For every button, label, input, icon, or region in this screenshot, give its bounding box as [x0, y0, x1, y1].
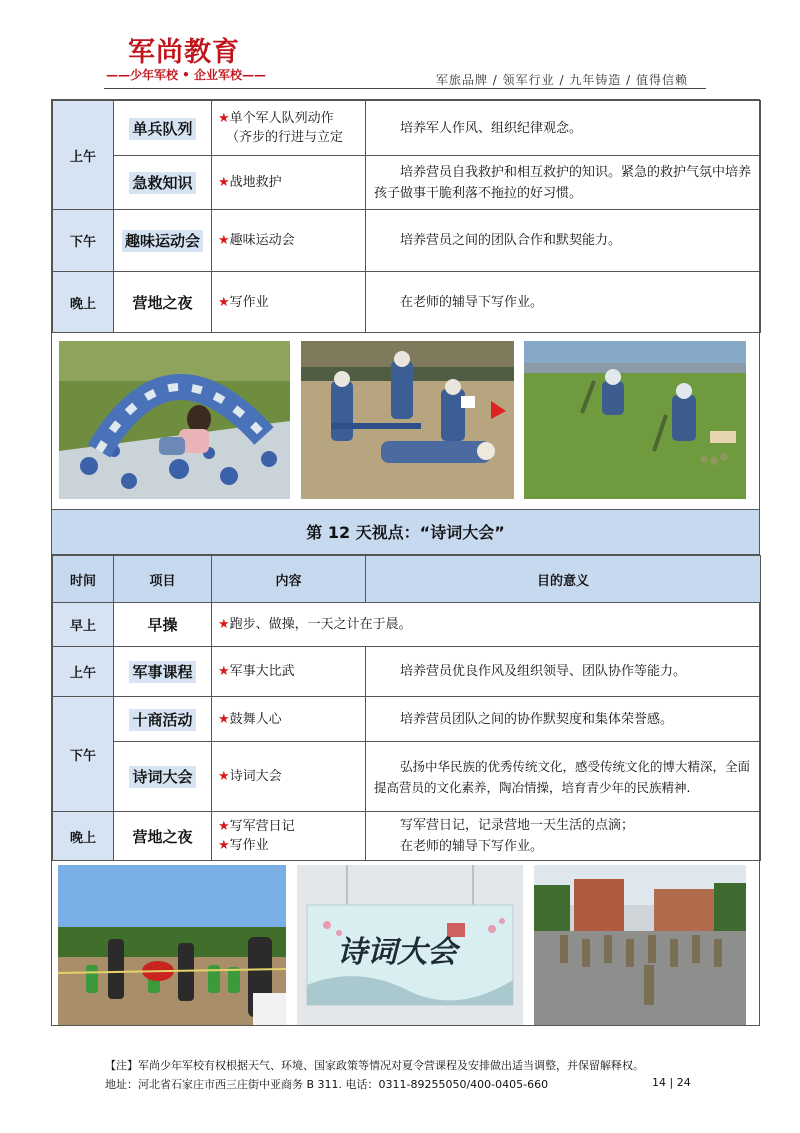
item-cell [114, 697, 212, 742]
purpose-cell [366, 101, 761, 156]
day12-title: 第 12 天视点：“诗词大会” [52, 509, 759, 555]
item-cell [114, 210, 212, 272]
purpose-cell [366, 697, 761, 742]
footer-address: 地址：河北省石家庄市西三庄街中亚商务 B 311. 电话：0311-89255050/400-0405-660 [105, 1078, 549, 1091]
schedule-table-day12 [52, 555, 761, 861]
poster-title: 诗词大会 [337, 935, 457, 970]
column-header: 目的意义 [366, 556, 761, 603]
purpose-text: 在老师的辅导下写作业。 [400, 294, 544, 310]
purpose-cell [366, 812, 761, 861]
content-line: 诗词大会 [229, 769, 282, 784]
table-row [53, 647, 761, 697]
purpose-text: 培养营员之间的团队合作和默契能力。 [400, 233, 622, 248]
item-label: 急救知识 [129, 172, 195, 194]
purpose-text: 弘扬中华民族的优秀传统文化，感受传统文化的博大精深，全面提高营员的文化素养，陶冶情操，培育青少年的民族精神. [374, 758, 751, 795]
content-line: 单个军人队列动作 [229, 111, 334, 126]
content-line: 战地救护 [229, 175, 282, 190]
item-label: 营地之夜 [132, 827, 193, 846]
table-row [53, 812, 761, 861]
item-cell [114, 272, 212, 333]
table-row [53, 272, 761, 333]
time-cell: 上午 [53, 101, 114, 210]
purpose-cell [366, 156, 761, 210]
item-cell [114, 603, 212, 647]
item-cell [114, 742, 212, 812]
item-cell [114, 101, 212, 156]
header-divider [104, 88, 706, 89]
content-cell: ★跑步、做操，一天之计在于晨。 [212, 603, 761, 647]
content-line: 跑步、做操，一天之计在于晨。 [229, 617, 412, 632]
purpose-cell [366, 272, 761, 333]
content-line: 鼓舞人心 [229, 711, 282, 727]
content-cell: ★战地救护 [212, 156, 366, 210]
photo-strip-2 [52, 861, 759, 1029]
purpose-cell [366, 742, 761, 812]
time-cell: 下午 [53, 697, 114, 812]
purpose-cell [366, 647, 761, 697]
purpose-text: 写军营日记，记录营地一天生活的点滴； [400, 818, 635, 833]
table-row [53, 156, 761, 210]
schedule-sheet [51, 99, 760, 1026]
photo-team-activity [58, 865, 286, 1025]
content-cell: ★诗词大会 [212, 742, 366, 812]
table-header-row [53, 556, 761, 603]
content-line: 军事大比武 [229, 664, 295, 679]
photo-strip-1 [52, 333, 759, 509]
photo-poetry-poster [297, 865, 523, 1025]
time-cell: 上午 [53, 647, 114, 697]
item-label: 单兵队列 [129, 118, 195, 140]
photo-tunnel-crawl [59, 341, 290, 499]
content-line: 趣味运动会 [229, 233, 295, 248]
content-cell: ★鼓舞人心 [212, 697, 366, 742]
header-motto: 军旅品牌 / 领军行业 / 九年铸造 / 值得信赖 [435, 73, 688, 87]
content-line: 写军营日记 [229, 819, 295, 834]
time-cell: 晚上 [53, 272, 114, 333]
purpose-text: 培养军人作风、组织纪律观念。 [400, 120, 583, 136]
footer-note: 【注】军尚少年军校有权根据天气、环境、国家政策等情况对夏令营课程及安排做出适当调整，并保留解释权。 [105, 1059, 644, 1072]
photo-mortar-drill [524, 341, 746, 499]
content-cell: ★单个军人队列动作 （齐步的行进与立定 [212, 101, 366, 156]
content-line: 写作业 [229, 838, 269, 853]
content-cell: ★写军营日记 ★写作业 [212, 812, 366, 861]
table-row [53, 603, 761, 647]
purpose-text: 培养营员团队之间的协作默契度和集体荣誉感。 [400, 711, 674, 727]
item-cell [114, 812, 212, 861]
item-label: 营地之夜 [132, 293, 193, 312]
table-row [53, 697, 761, 742]
column-header: 时间 [53, 556, 114, 603]
column-header: 项目 [114, 556, 212, 603]
page-header [0, 0, 800, 95]
table-row [53, 742, 761, 812]
time-cell: 下午 [53, 210, 114, 272]
item-label: 早操 [147, 616, 178, 634]
photo-first-aid [301, 341, 514, 499]
item-label: 趣味运动会 [122, 230, 203, 252]
brand-logo-text: 军尚教育 [128, 37, 240, 68]
item-label: 十商活动 [129, 709, 195, 731]
item-cell [114, 156, 212, 210]
table-row [53, 101, 761, 156]
time-cell: 晚上 [53, 812, 114, 861]
purpose-text: 培养营员优良作风及组织领导、团队协作等能力。 [400, 664, 687, 679]
content-cell: ★军事大比武 [212, 647, 366, 697]
photo-parade-drill [534, 865, 746, 1025]
brand-subtitle: ——少年军校 • 企业军校—— [106, 68, 267, 82]
table-row [53, 210, 761, 272]
page-number: 14 | 24 [652, 1076, 691, 1089]
content-cell: ★写作业 [212, 272, 366, 333]
content-line: （齐步的行进与立定 [226, 130, 344, 145]
content-cell: ★趣味运动会 [212, 210, 366, 272]
item-label: 军事课程 [129, 661, 195, 683]
purpose-cell [366, 210, 761, 272]
column-header: 内容 [212, 556, 366, 603]
purpose-text: 在老师的辅导下写作业。 [400, 839, 544, 854]
content-line: 写作业 [229, 294, 269, 310]
schedule-table-day11 [52, 100, 761, 333]
time-cell: 早上 [53, 603, 114, 647]
purpose-text: 培养营员自我救护和相互救护的知识。紧急的救护气氛中培养孩子做事干脆利落不拖拉的好习惯。 [374, 164, 752, 201]
item-label: 诗词大会 [129, 766, 195, 788]
item-cell [114, 647, 212, 697]
